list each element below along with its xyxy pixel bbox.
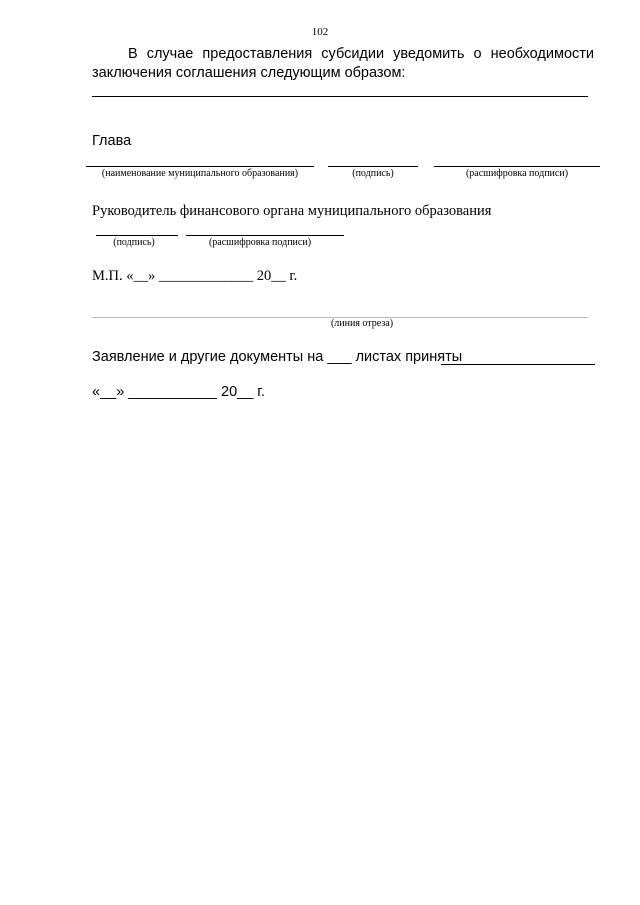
finance-head-heading: Руководитель финансового органа муниципального образования <box>92 203 492 219</box>
page-number: 102 <box>311 26 329 38</box>
glava-decoding-caption: (расшифровка подписи) <box>465 168 569 179</box>
cut-line-caption: (линия отреза) <box>330 318 394 329</box>
finance-signature-caption: (подпись) <box>113 237 155 248</box>
stamp-date-line: М.П. «__» _____________ 20__ г. <box>92 268 298 284</box>
acceptance-text: Заявление и другие документы на ___ листах приняты <box>92 349 463 365</box>
glava-signature-line <box>328 166 418 167</box>
acceptance-signature-line <box>441 364 595 365</box>
acceptance-date-line: «__» ___________ 20__ г. <box>92 384 265 400</box>
intro-paragraph <box>92 45 594 83</box>
notification-method-field <box>92 96 588 97</box>
intro-line-1: В случае предоставления субсидии уведомить о необходимости <box>128 46 594 62</box>
finance-decoding-caption: (расшифровка подписи) <box>208 237 312 248</box>
finance-signature-line <box>96 235 178 236</box>
glava-signature-caption: (подпись) <box>352 168 394 179</box>
intro-line-2: заключения соглашения следующим образом: <box>92 65 406 81</box>
glava-name-caption: (наименование муниципального образования) <box>101 168 299 179</box>
glava-heading: Глава <box>92 133 132 149</box>
finance-decoding-line <box>186 235 344 236</box>
glava-name-line <box>86 166 314 167</box>
glava-decoding-line <box>434 166 600 167</box>
